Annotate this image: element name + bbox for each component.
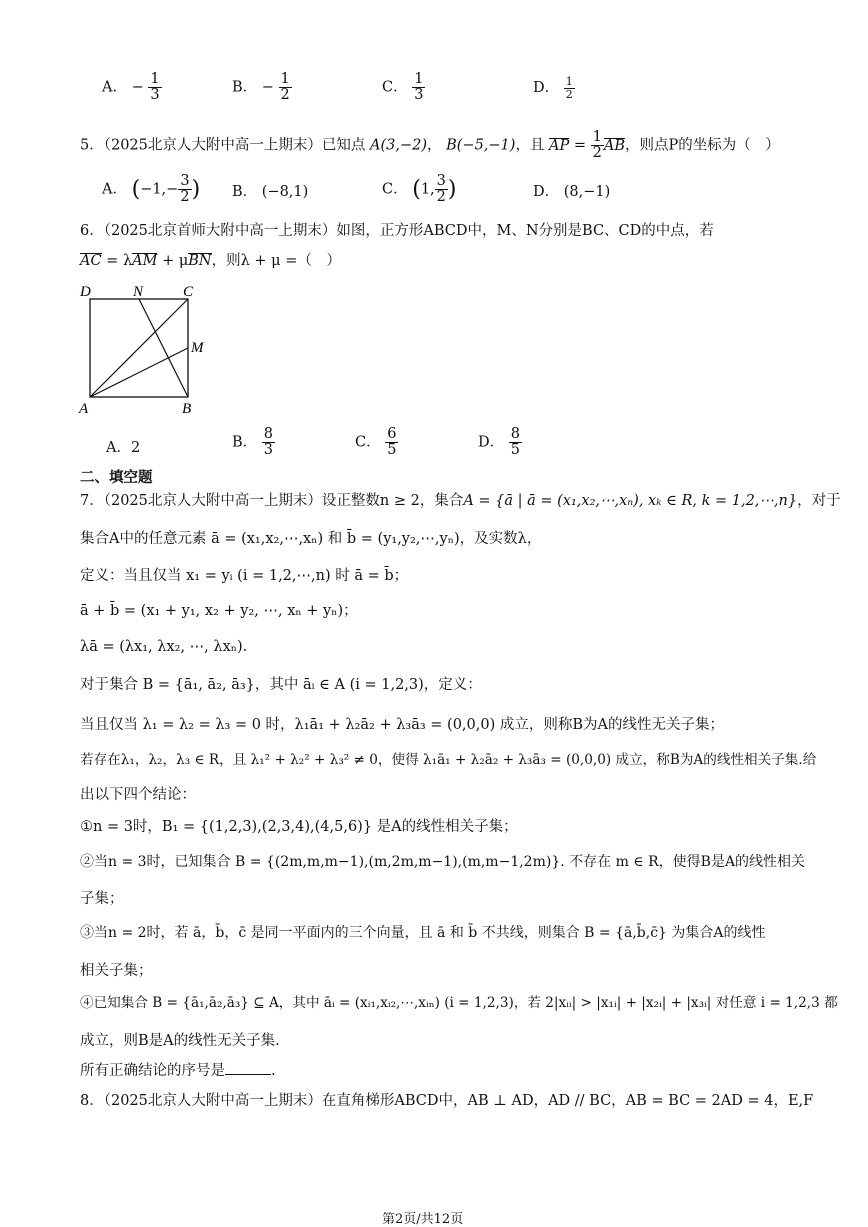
q7-line15: ④已知集合 B = {ā₁,ā₂,ā₃} ⊆ A，其中 āᵢ = (xᵢ₁,xᵢ₂,⋯,xᵢₙ) (i = 1,2,3)，若 2|xᵢᵢ| > |x₁ᵢ| + |x₂ᵢ| + |x₃ᵢ| 对任意 i = 1,2,3 都	[80, 995, 838, 1011]
q7-line1: 7．（2025北京人大附中高一上期末）设正整数n ≥ 2，集合A = {ā | ā = (x₁,x₂,⋯,xₙ), xₖ ∈ R, k = 1,2,⋯,n}，对于	[80, 493, 841, 509]
option-label: A．	[102, 79, 127, 96]
q4-option-b	[232, 72, 292, 103]
option-sign: −	[261, 79, 274, 96]
section-title: 二、填空题	[80, 469, 153, 486]
q7-line9: 出以下四个结论：	[80, 787, 196, 803]
point-a: A(3,−2)	[370, 137, 427, 154]
label-n: N	[133, 284, 144, 300]
q7-line6: 对于集合 B = {ā₁, ā₂, ā₃}，其中 āᵢ ∈ A (i = 1,2,3)，定义：	[80, 677, 482, 693]
q8-line1: 8．（2025北京人大附中高一上期末）在直角梯形ABCD中，AB ⊥ AD，AD // BC，AB = BC = 2AD = 4，E,F	[80, 1093, 814, 1109]
option-fraction: $\frac{1}{3}$	[150, 71, 160, 104]
option-value: (−8,1)	[261, 184, 309, 200]
q5-option-a: A． (−1,− $\frac{3}{2}$ )	[102, 173, 201, 206]
vector-ap: AP	[549, 137, 570, 154]
q7-line17: 所有正确结论的序号是 .	[80, 1063, 276, 1079]
q7-line5: λā = (λx₁, λx₂, ⋯, λxₙ).	[80, 639, 248, 655]
label-c: C	[183, 284, 194, 300]
answer-blank[interactable]	[225, 1062, 271, 1075]
q7-line7: 当且仅当 λ₁ = λ₂ = λ₃ = 0 时，λ₁ā₁ + λ₂ā₂ + λ₃ā₃ = (0,0,0) 成立，则称B为A的线性无关子集；	[80, 717, 724, 733]
q7-line10: ①n = 3时，B₁ = {(1,2,3),(2,3,4),(4,5,6)} 是A的线性相关子集；	[80, 819, 518, 835]
q6-stem-line1: 6．（2025北京首师大附中高一上期末）如图，正方形ABCD中，M、N分别是BC、CD的中点，若	[80, 223, 714, 239]
option-fraction: $\frac{1}{2}$	[280, 71, 290, 104]
q7-line11: ②当n = 3时，已知集合 B = {(2m,m,m−1),(m,2m,m−1),(m,m−1,2m)}. 不存在 m ∈ R，使得B是A的线性相关	[80, 854, 806, 870]
option-label: D．	[533, 80, 560, 97]
q5-stem: 5．（2025北京人大附中高一上期末）已知点 A(3,−2)， B(−5,−1)，且 AP = $\frac{1}{2}$ AB，则点P的坐标为（ ）	[80, 129, 780, 162]
q7-line2: 集合A中的任意元素 ā = (x₁,x₂,⋯,xₙ) 和 b̄ = (y₁,y₂,⋯,yₙ)，及实数λ，	[80, 531, 542, 547]
page-footer: 第2页/共12页	[382, 1212, 464, 1227]
q5-option-d: D． (8,−1)	[533, 184, 611, 200]
q6-square-figure	[76, 280, 216, 420]
q4-option-d	[533, 76, 575, 100]
q6-option-b: B． $\frac{8}{3}$	[232, 426, 273, 459]
q7-line14: 相关子集；	[80, 963, 153, 979]
q4-option-a	[102, 72, 162, 103]
label-a: A	[79, 401, 89, 417]
q6-option-d: D． $\frac{8}{5}$	[478, 426, 520, 459]
q7-line13: ③当n = 2时，若 ā，b̄，c̄ 是同一平面内的三个向量，且 ā 和 b̄ 不共线，则集合 B = {ā,b̄,c̄} 为集合A的线性	[80, 925, 766, 941]
q6-option-c: C． $\frac{6}{5}$	[355, 426, 397, 459]
label-b: B	[182, 401, 192, 417]
option-label: B．	[232, 79, 258, 96]
q7-line4: ā + b̄ = (x₁ + y₁, x₂ + y₂, ⋯, xₙ + yₙ)；	[80, 603, 358, 619]
q5-option-c: C． (1, $\frac{3}{2}$ )	[382, 173, 457, 206]
q7-line8: 若存在λ₁，λ₂，λ₃ ∈ R，且 λ₁² + λ₂² + λ₃² ≠ 0，使得 λ₁ā₁ + λ₂ā₂ + λ₃ā₃ = (0,0,0) 成立，称B为A的线性相关子集.给	[80, 752, 817, 768]
label-m: M	[191, 340, 204, 356]
vector-ab: AB	[603, 137, 626, 154]
point-b: B(−5,−1)	[446, 137, 516, 154]
q6-option-a: A．2	[106, 440, 141, 456]
option-fraction: $\frac{1}{2}$	[565, 75, 573, 101]
q5-option-b: B． (−8,1)	[232, 184, 309, 200]
option-label: C．	[382, 79, 408, 96]
q7-line3: 定义：当且仅当 x₁ = yᵢ (i = 1,2,⋯,n) 时 ā = b̄；	[80, 568, 409, 584]
option-sign: −	[131, 79, 144, 96]
label-d: D	[80, 284, 91, 300]
q4-option-c	[382, 72, 425, 103]
option-value: (8,−1)	[563, 184, 611, 200]
q7-line16: 成立，则B是A的线性无关子集.	[80, 1033, 280, 1049]
option-fraction: $\frac{1}{3}$	[414, 71, 424, 104]
q6-stem-line2: AC = λAM + μBN，则λ + μ =（ ）	[80, 253, 341, 269]
q7-line12: 子集；	[80, 891, 124, 907]
